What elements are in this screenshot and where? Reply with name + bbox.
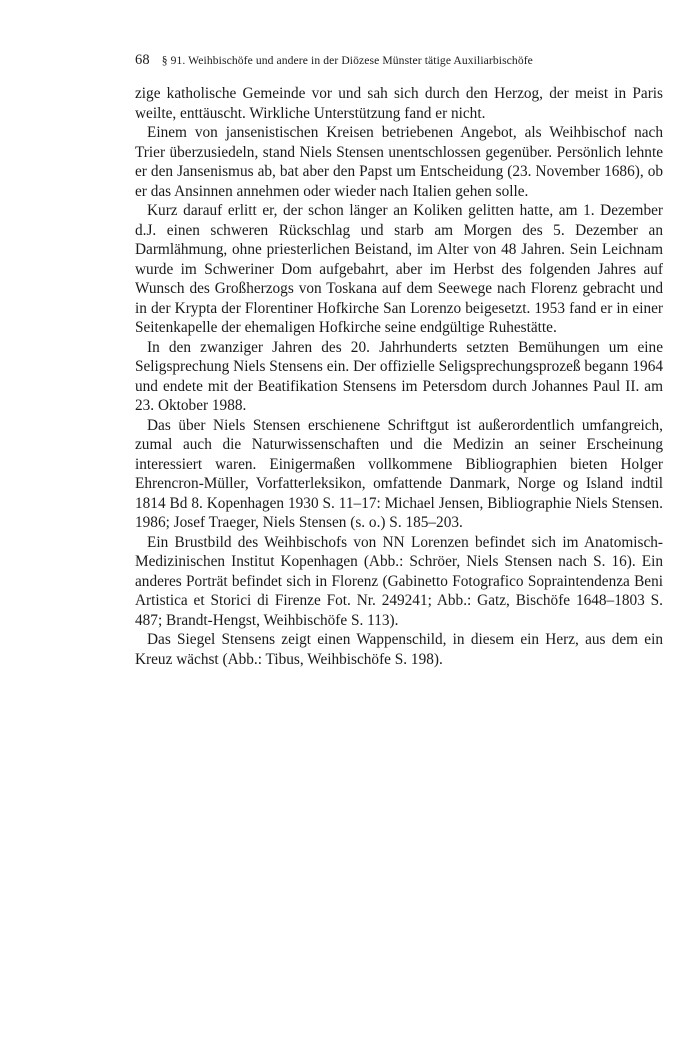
- paragraph-death: Kurz darauf erlitt er, der schon länger an Koliken gelitten hatte, am 1. Dezember d.J. einen schweren Rückschlag und starb am Morgen des 5. Dezember an Darmlähmung, ohne priesterlichen Beistand, im Alter von 48 Jahren. Sein Leichnam wurde im Schweriner Dom aufgebahrt, aber im Herbst des folgenden Jahres auf Wunsch des Großherzogs von Toskana auf dem Seewege nach Florenz gebracht und in der Krypta der Florentiner Hofkirche San Lorenzo beigesetzt. 1953 fand er in einer Seitenkapelle der ehemaligen Hofkirche seine endgültige Ruhestätte.: [135, 202, 663, 336]
- paragraph-continuation: zige katholische Gemeinde vor und sah sich durch den Herzog, der meist in Paris weilte, enttäuscht. Wirkliche Unterstützung fand er nicht.: [135, 85, 663, 122]
- paragraph-portraits: Ein Brustbild des Weihbischofs von NN Lorenzen befindet sich im Anatomisch-Medizinischen Institut Kopenhagen (Abb.: Schröer, Niels Stensen nach S. 16). Ein anderes Porträt befindet sich in Florenz (Gabinetto Fotografico Sopraintendenza Beni Artistica et Storici di Firenze Fot. Nr. 249241; Abb.: Gatz, Bischöfe 1648–1803 S. 487; Brandt-Hengst, Weihbischöfe S. 113).: [135, 533, 663, 629]
- body-text: [135, 84, 663, 669]
- running-head: [135, 52, 663, 69]
- paragraph-bibliography: Das über Niels Stensen erschienene Schriftgut ist außerordentlich umfangreich, zumal auch die Naturwissenschaften und die Medizin an seiner Erscheinung interessiert waren. Einigermaßen vollkommene Bibliographien bieten Holger Ehrencron-Müller, Vorfatterleksikon, omfattende Danmark, Norge og Island indtil 1814 Bd 8. Kopenhagen 1930 S. 11–17: Michael Jensen, Bibliographie Niels Stensen. 1986; Josef Traeger, Niels Stensen (s. o.) S. 185–203.: [135, 416, 663, 531]
- page-number: 68: [135, 52, 150, 68]
- running-title: § 91. Weihbischöfe und andere in der Diözese Münster tätige Auxiliarbischöfe: [161, 54, 533, 67]
- paragraph-trier-offer: Einem von jansenistischen Kreisen betriebenen Angebot, als Weihbischof nach Trier überzusiedeln, stand Niels Stensen unentschlossen gegenüber. Persönlich lehnte er den Jansenismus ab, bat aber den Papst um Entscheidung (23. November 1686), ob er das Ansinnen annehmen oder wieder nach Italien gehen solle.: [135, 124, 663, 200]
- paragraph-seal: Das Siegel Stensens zeigt einen Wappenschild, in diesem ein Herz, aus dem ein Kreuz wächst (Abb.: Tibus, Weihbischöfe S. 198).: [135, 631, 663, 668]
- book-page: [135, 52, 663, 669]
- paragraph-beatification: In den zwanziger Jahren des 20. Jahrhunderts setzten Bemühungen um eine Seligsprechung Niels Stensens ein. Der offizielle Seligsprechungsprozeß begann 1964 und endete mit der Beatifikation Stensens im Petersdom durch Johannes Paul II. am 23. Oktober 1988.: [135, 338, 663, 414]
